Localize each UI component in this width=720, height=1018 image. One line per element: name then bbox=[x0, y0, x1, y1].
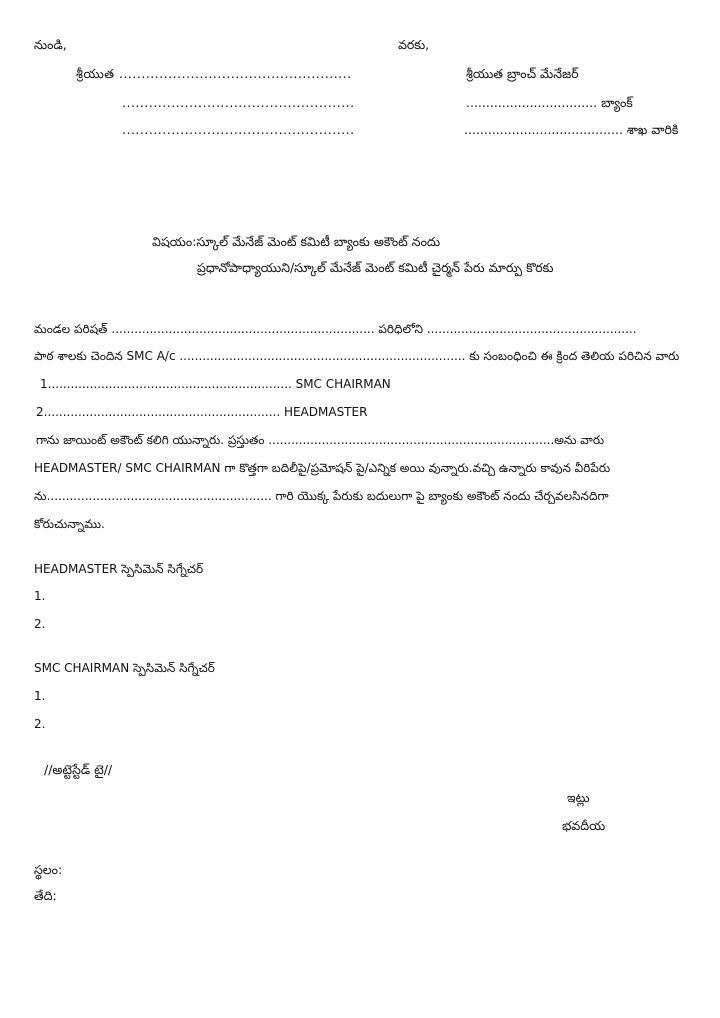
attested-note: //అట్టెస్టేడ్ టై// bbox=[44, 762, 113, 777]
body-line-5: గాను జాయింట్ అకౌంట్ కలిగి యున్నారు. ప్రస్తుతం ...........................................................................అను వారు bbox=[36, 433, 605, 447]
to-manager: శ్రీయుత బ్రాంచ్ మేనేజర్ bbox=[466, 66, 579, 81]
smc-signature-title: SMC CHAIRMAN స్పెసిమెన్ సిగ్నేచర్ bbox=[34, 661, 215, 675]
body-line-6: HEADMASTER/ SMC CHAIRMAN గా కొత్తగా బదిలీపై/ప్రమోషన్ పై/ఎన్నిక అయి వున్నారు.వచ్చి ఉన్నారు కావున వీరిపేరు bbox=[34, 461, 611, 475]
place-label: స్థలం: bbox=[34, 862, 63, 877]
headmaster-signature-1: 1. bbox=[34, 589, 46, 603]
from-address-line-2: .................................................... bbox=[122, 122, 355, 137]
body-line-1: మండల పరిషత్ ..................................................................... పరిధిలోని ....................................................... bbox=[34, 322, 637, 336]
body-line-8: కోరుచున్నాము. bbox=[34, 517, 105, 531]
to-bank-line: ................................. బ్యాంక్ bbox=[466, 95, 633, 110]
subject-line-1: విషయం:స్కూల్ మేనేజ్ మెంట్ కమిటీ బ్యాంకు అకౌంట్ నందు bbox=[152, 234, 441, 249]
smc-signature-1: 1. bbox=[34, 689, 46, 703]
date-label: తేది: bbox=[34, 888, 57, 903]
headmaster-signature-title: HEADMASTER స్పెసిమెన్ సిగ్నేచర్ bbox=[34, 562, 204, 576]
closing-itlu: ఇట్లు bbox=[567, 790, 590, 805]
from-label: నుండి, bbox=[34, 37, 67, 52]
subject-line-2: ప్రధానోపాధ్యాయుని/స్కూల్ మేనేజ్ మెంట్ కమిటీ చైర్మన్ పేరు మార్పు కొరకు bbox=[197, 260, 554, 275]
smc-signature-2: 2. bbox=[34, 717, 46, 731]
to-branch-line: ........................................ శాఖ వారికి bbox=[464, 122, 679, 137]
to-label: వరకు, bbox=[398, 37, 430, 52]
headmaster-signature-2: 2. bbox=[34, 617, 46, 631]
closing-bhavadiya: భవదీయ bbox=[562, 818, 606, 833]
from-name-line: శ్రీయుత .................................................... bbox=[76, 66, 352, 81]
from-address-line-1: .................................................... bbox=[122, 95, 355, 110]
body-line-2: పాఠ శాలకు చెందిన SMC A/c ........................................................................... కు సంబంధించి ఈ క్రింద తెలియ పరిచిన వారు bbox=[34, 349, 680, 363]
body-line-3: 1................................................................ SMC CHAIRMAN bbox=[40, 377, 391, 391]
body-line-4: 2.............................................................. HEADMASTER bbox=[36, 405, 368, 419]
body-line-7: ను........................................................... గారి యొక్క పేరుకు బదులుగా పై బ్యాంకు అకౌంట్ నందు చేర్చవలసినదిగా bbox=[34, 489, 609, 503]
